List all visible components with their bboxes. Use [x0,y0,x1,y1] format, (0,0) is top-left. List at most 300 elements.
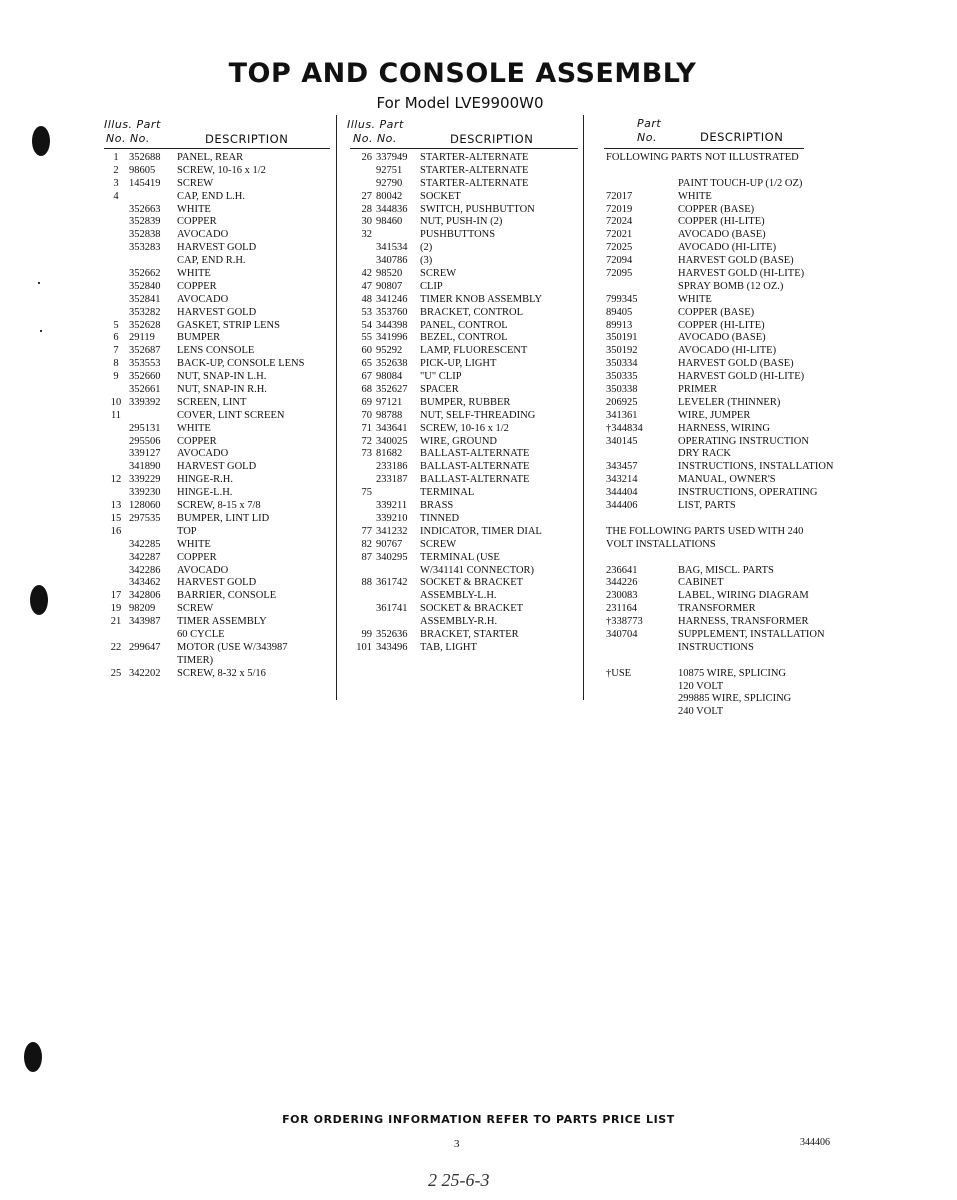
part-number: †344834 [606,422,643,434]
part-description: TRANSFORMER [678,603,756,615]
illus-number: 68 [361,384,372,396]
part-description: HARNESS, TRANSFORMER [678,616,809,628]
parts-row [108,294,334,307]
parts-row [342,500,580,513]
parts-row [342,616,580,629]
part-description: 60 CYCLE [177,628,225,640]
part-description: AVOCADO [177,564,229,576]
illus-number: 71 [361,422,372,434]
parts-row [108,603,334,616]
part-description: 299885 WIRE, SPLICING [678,693,792,705]
parts-row [342,255,580,268]
part-description: 10875 WIRE, SPLICING [678,667,787,679]
parts-row [342,294,580,307]
illus-number: 48 [361,293,372,305]
part-description: WIRE, JUMPER [678,409,751,421]
part-description: TINNED [420,512,460,524]
header-rule [604,148,804,149]
part-description: TERMINAL (USE [420,551,500,563]
illus-number: 25 [110,667,122,679]
part-description: CLIP [420,280,443,292]
parts-row [108,423,334,436]
part-number: 295131 [129,422,161,434]
parts-row [108,397,334,410]
part-description: (3) [420,255,433,267]
part-number: 341232 [376,525,408,537]
part-description: HARVEST GOLD (HI-LITE) [678,371,805,383]
model-subtitle: For Model LVE9900W0 [376,94,544,112]
parts-list-column-3 [606,152,856,719]
parts-row [606,461,856,474]
illus-number: 88 [361,577,372,589]
part-description: PUSHBUTTONS [420,229,496,241]
part-number: 340025 [376,435,408,447]
parts-row [342,242,580,255]
part-description: LABEL, WIRING DIAGRAM [678,590,809,602]
illus-number: 73 [361,448,372,460]
parts-row [606,345,856,358]
part-number: 350338 [606,384,638,396]
illus-number: 75 [361,487,372,499]
part-description: COPPER [177,280,217,292]
part-number: 343641 [376,422,408,434]
part-number: 339230 [129,487,161,499]
part-description: LIST, PARTS [678,500,736,512]
illus-number: 32 [361,229,372,241]
parts-row [606,397,856,410]
part-description: TAB, LIGHT [420,641,477,653]
part-description: CABINET [678,577,724,589]
parts-row [108,590,334,603]
part-number: 206925 [606,396,638,408]
part-number: 97121 [376,396,403,408]
parts-row [606,384,856,397]
parts-row [108,178,334,191]
parts-row [108,513,334,526]
part-description: BACK-UP, CONSOLE LENS [177,358,305,370]
part-number: 799345 [606,293,638,305]
parts-row [108,616,334,629]
header-rule [350,148,578,149]
part-description: BALLAST-ALTERNATE [420,474,530,486]
part-number: 81682 [376,448,403,460]
part-description: BRACKET, CONTROL [420,306,524,318]
part-description: HINGE-L.H. [177,487,233,499]
part-description: COPPER [177,435,217,447]
header-rule [104,148,330,149]
part-description: WHITE [177,422,211,434]
parts-row [342,191,580,204]
illus-number: 8 [113,358,119,370]
part-description: NUT, SNAP-IN L.H. [177,371,267,383]
part-number: 339211 [376,500,408,512]
parts-row [606,448,856,461]
part-description: LAMP, FLUORESCENT [420,345,528,357]
part-description: BARRIER, CONSOLE [177,590,277,602]
parts-row [108,629,334,642]
col3-header-description: DESCRIPTION [700,130,784,144]
part-number: 353553 [129,358,161,370]
part-number: 90767 [376,538,403,550]
part-number: 353283 [129,242,161,254]
part-number: 342806 [129,590,161,602]
parts-row [342,281,580,294]
part-description: BAG, MISCL. PARTS [678,564,774,576]
part-number: 72021 [606,229,633,241]
part-description: SOCKET & BRACKET [420,577,524,589]
parts-row [606,229,856,242]
part-number: 342286 [129,564,161,576]
part-number: 352687 [129,345,161,357]
part-description: TIMER KNOB ASSEMBLY [420,293,543,305]
parts-row [342,345,580,358]
parts-row [342,448,580,461]
illus-number: 27 [361,190,372,202]
part-description: ASSEMBLY-R.H. [420,616,498,628]
part-number: 89913 [606,319,633,331]
part-number: 340786 [376,255,408,267]
illus-number: 54 [361,319,372,331]
part-number: 339210 [376,512,408,524]
part-number: 353760 [376,306,408,318]
part-description: AVOCADO (BASE) [678,229,766,241]
part-description: WIRE, GROUND [420,435,497,447]
illus-number: 2 [113,164,119,176]
parts-row [606,693,856,706]
part-number: 352627 [376,384,408,396]
part-description: AVOCADO [177,293,229,305]
part-description: BRACKET, STARTER [420,628,519,640]
parts-row [606,294,856,307]
parts-row [108,204,334,217]
parts-row [606,513,856,526]
part-number: 72024 [606,216,633,228]
part-number: 339127 [129,448,161,460]
part-description: NUT, PUSH-IN (2) [420,216,503,228]
part-number: 352839 [129,216,161,228]
part-number: 341890 [129,461,161,473]
section-heading: FOLLOWING PARTS NOT ILLUSTRATED [606,152,799,163]
parts-row [108,668,334,681]
illus-number: 10 [110,396,122,408]
part-number: 337949 [376,152,408,163]
parts-row [108,539,334,552]
part-description: BUMPER [177,332,221,344]
col3-header-no: No. [637,131,657,144]
part-number: 352628 [129,319,161,331]
section-heading: VOLT INSTALLATIONS [606,538,716,550]
part-description: 120 VOLT [678,680,724,692]
part-description: SOCKET & BRACKET [420,603,524,615]
part-description: GASKET, STRIP LENS [177,319,280,331]
part-description: COPPER [177,216,217,228]
part-number: 339392 [129,396,161,408]
part-number: 343214 [606,474,638,486]
col1-header-no-no: No. No. [106,132,150,145]
part-description: BALLAST-ALTERNATE [420,448,530,460]
illus-number: 5 [113,319,119,331]
illus-number: 55 [361,332,372,344]
parts-row [606,487,856,500]
part-description: DRY RACK [678,448,731,460]
part-description: AVOCADO (BASE) [678,332,766,344]
part-description: AVOCADO (HI-LITE) [678,345,777,357]
part-description: AVOCADO (HI-LITE) [678,242,777,254]
part-number: 92790 [376,177,403,189]
parts-row [606,590,856,603]
binder-hole-middle [30,585,48,615]
parts-row [108,655,334,668]
parts-row [108,242,334,255]
parts-row [108,410,334,423]
part-number: 295506 [129,435,161,447]
part-number: 340704 [606,628,638,640]
part-number: 29119 [129,332,155,344]
parts-row [606,255,856,268]
part-description: SCREW [420,268,457,280]
part-description: COPPER [177,551,217,563]
part-description: INSTRUCTIONS [678,641,754,653]
part-description: INSTRUCTIONS, INSTALLATION [678,461,834,473]
parts-row [108,345,334,358]
part-description: HARVEST GOLD (HI-LITE) [678,268,805,280]
part-number: 231164 [606,603,638,615]
parts-row [606,268,856,281]
illus-number: 16 [110,525,122,537]
illus-number: 1 [113,152,119,163]
part-description: TERMINAL [420,487,475,499]
part-description: STARTER-ALTERNATE [420,177,529,189]
illus-number: 65 [361,358,372,370]
part-description: HARVEST GOLD (BASE) [678,358,794,370]
parts-row [606,642,856,655]
part-number: 341996 [376,332,408,344]
illus-number: 28 [361,203,372,215]
parts-row [606,474,856,487]
part-description: WHITE [177,538,211,550]
part-description: HARVEST GOLD [177,577,257,589]
parts-row [108,384,334,397]
illus-number: 82 [361,538,372,550]
parts-row [606,526,856,539]
part-description: COVER, LINT SCREEN [177,409,285,421]
parts-row [342,371,580,384]
parts-row [606,165,856,178]
parts-row [108,191,334,204]
part-description: COPPER (BASE) [678,306,755,318]
parts-row [342,216,580,229]
part-number: 340295 [376,551,408,563]
part-description: WHITE [678,293,712,305]
parts-row [108,320,334,333]
parts-row [342,320,580,333]
part-number: 297535 [129,512,161,524]
parts-row [342,268,580,281]
part-description: BEZEL, CONTROL [420,332,508,344]
part-number: 352661 [129,384,161,396]
part-description: STARTER-ALTERNATE [420,152,529,163]
parts-row [606,616,856,629]
parts-row [342,152,580,165]
part-description: WHITE [177,268,211,280]
parts-row [108,565,334,578]
parts-row [606,552,856,565]
illus-number: 15 [110,512,122,524]
parts-row [108,216,334,229]
parts-row [342,603,580,616]
part-number: 98209 [129,603,156,615]
illus-number: 42 [361,268,372,280]
parts-row [606,358,856,371]
part-description: NUT, SNAP-IN R.H. [177,384,267,396]
column-divider [583,115,584,700]
illus-number: 7 [113,345,119,357]
handwritten-note: 2 25-6-3 [428,1170,490,1190]
part-description: NUT, SELF-THREADING [420,409,536,421]
illus-number: 17 [110,590,122,602]
part-number: 233186 [376,461,408,473]
parts-row [342,358,580,371]
parts-row [342,474,580,487]
parts-row [108,500,334,513]
part-number: 352688 [129,152,161,163]
scan-speck [38,282,40,284]
part-number: 72019 [606,203,633,215]
part-description: SCREW [177,603,214,615]
part-description: 240 VOLT [678,706,724,718]
parts-row [108,448,334,461]
part-description: SUPPLEMENT, INSTALLATION [678,628,825,640]
part-number: 342287 [129,551,161,563]
illus-number: 26 [361,152,372,163]
page-title: TOP AND CONSOLE ASSEMBLY [228,58,697,89]
part-description: BUMPER, LINT LID [177,512,270,524]
parts-list-column-1 [108,152,334,681]
part-number: 341361 [606,409,638,421]
illus-number: 6 [113,332,119,344]
part-number: 352841 [129,293,161,305]
parts-row [606,371,856,384]
part-number: 350335 [606,371,638,383]
part-number: 343462 [129,577,161,589]
part-description: PAINT TOUCH-UP (1/2 OZ) [678,177,803,189]
parts-row [342,410,580,423]
part-number: 352660 [129,371,161,383]
col2-header-illus-part: Illus. Part [347,118,404,131]
part-number: 352838 [129,229,161,241]
column-divider [336,115,337,700]
part-description: BALLAST-ALTERNATE [420,461,530,473]
part-description: "U" CLIP [420,371,462,383]
part-number: 343457 [606,461,638,473]
part-number: 92751 [376,164,403,176]
part-number: 344406 [606,500,638,512]
part-number: 352663 [129,203,161,215]
illus-number: 21 [110,616,122,628]
parts-row [606,242,856,255]
parts-row [342,577,580,590]
part-description: COPPER (HI-LITE) [678,319,765,331]
parts-row [108,436,334,449]
part-description: TIMER ASSEMBLY [177,616,267,628]
parts-row [342,526,580,539]
binder-hole-top [32,126,50,156]
part-number: 352638 [376,358,408,370]
parts-row [606,152,856,165]
parts-row [108,165,334,178]
part-description: SCREW [420,538,457,550]
part-description: HARVEST GOLD [177,306,257,318]
parts-row [606,539,856,552]
part-number: 344398 [376,319,408,331]
part-description: PANEL, REAR [177,152,244,163]
part-number: 339229 [129,474,161,486]
parts-row [342,590,580,603]
part-number: 72094 [606,255,633,267]
part-number: 233187 [376,474,408,486]
part-description: SCREW, 8-15 x 7/8 [177,500,261,512]
part-number: 230083 [606,590,638,602]
parts-row [108,577,334,590]
part-description: SWITCH, PUSHBUTTON [420,203,535,215]
illus-number: 13 [110,500,122,512]
parts-row [108,281,334,294]
parts-row [108,487,334,500]
parts-row [342,423,580,436]
part-number: 299647 [129,641,161,653]
illus-number: 72 [361,435,372,447]
part-number: 344404 [606,487,638,499]
parts-row [108,526,334,539]
part-description: CAP, END L.H. [177,190,245,202]
parts-row [606,655,856,668]
illus-number: 11 [110,409,122,421]
parts-row [108,461,334,474]
col1-header-description: DESCRIPTION [205,132,289,146]
part-number: 344836 [376,203,408,215]
illus-number: 4 [113,190,119,202]
parts-row [606,320,856,333]
parts-row [606,500,856,513]
illus-number: 47 [361,280,372,292]
part-description: MANUAL, OWNER'S [678,474,776,486]
parts-row [342,565,580,578]
col2-header-no-no: No. No. [353,132,397,145]
part-number: 341534 [376,242,408,254]
part-description: HINGE-R.H. [177,474,233,486]
part-number: 350191 [606,332,638,344]
parts-row [108,358,334,371]
parts-row [342,397,580,410]
part-description: W/341141 CONNECTOR) [420,564,535,576]
part-number: 236641 [606,564,638,576]
illus-number: 53 [361,306,372,318]
part-number: 98084 [376,371,403,383]
illus-number: 9 [113,371,119,383]
ordering-info: FOR ORDERING INFORMATION REFER TO PARTS PRICE LIST [282,1113,675,1126]
part-number: 80042 [376,190,403,202]
part-number: 350334 [606,358,638,370]
part-description: (2) [420,242,433,254]
part-number: 98520 [376,268,403,280]
page-number: 3 [454,1138,460,1150]
part-number: 352840 [129,280,161,292]
part-description: SPACER [420,384,459,396]
part-number: 343496 [376,641,408,653]
part-description: CAP, END R.H. [177,255,246,267]
part-description: BRASS [420,500,454,512]
part-number: 90807 [376,280,403,292]
